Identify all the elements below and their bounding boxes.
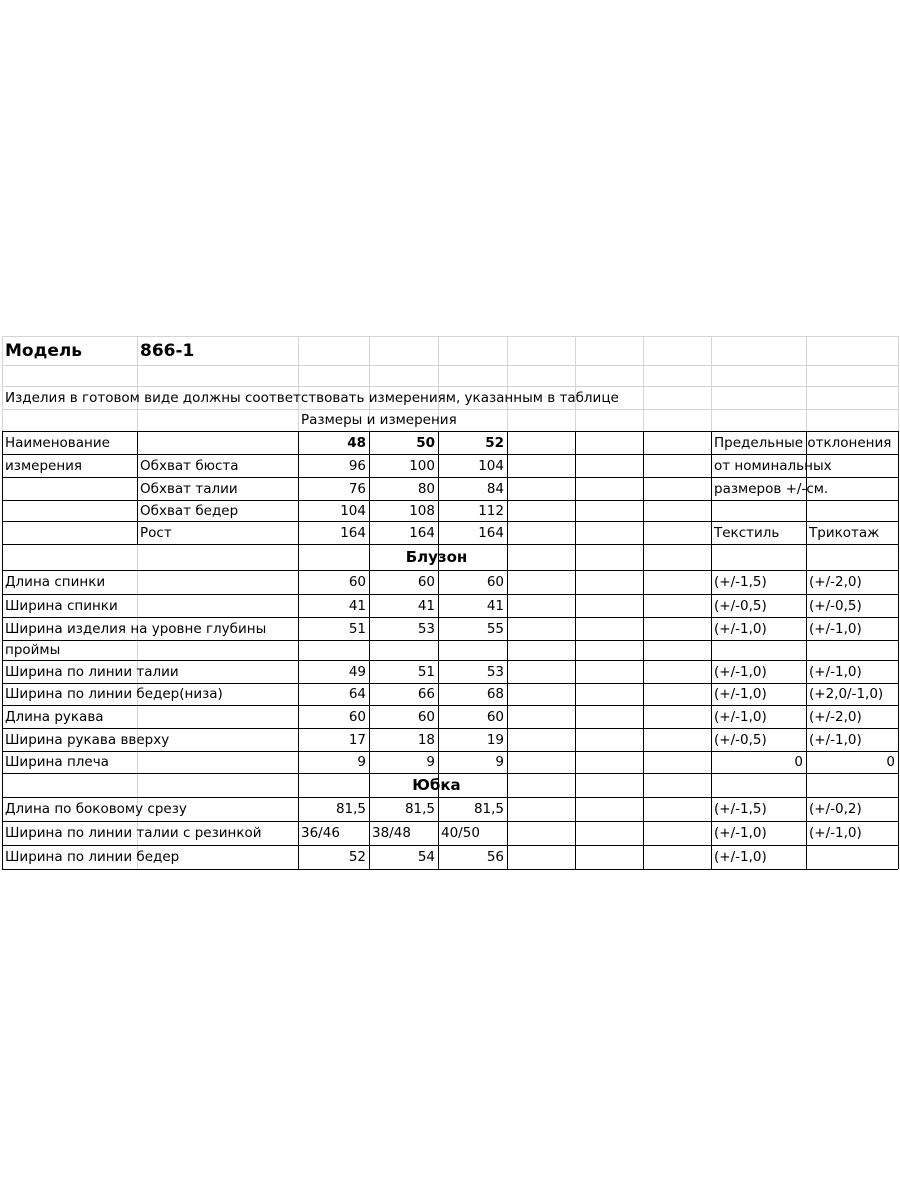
body-measure-value: 104 <box>478 457 504 474</box>
measure-label: Ширина по линии талии <box>5 663 179 680</box>
measure-label: Ширина спинки <box>5 597 118 614</box>
tolerance-knit: (+/-0,5) <box>809 597 862 614</box>
measure-value: 68 <box>486 686 504 702</box>
textile-header: Текстиль <box>714 524 780 541</box>
size-header: 52 <box>485 434 504 451</box>
measure-value: 60 <box>417 574 435 590</box>
blouse-title: Блузон <box>405 548 468 566</box>
body-measure-label: Рост <box>140 524 172 541</box>
tolerance-knit <box>806 639 898 661</box>
measure-value: 9 <box>426 754 435 770</box>
measure-value: 40/50 <box>441 825 480 841</box>
notice-text: Изделия в готовом виде должны соответствовать измерениям, указанным в таблице <box>5 389 619 406</box>
model-label: Модель <box>5 340 83 361</box>
body-measure-label: Обхват талии <box>140 480 238 497</box>
body-measure-value: 112 <box>478 502 504 519</box>
tolerance-textile: 0 <box>794 754 803 770</box>
measure-value: 41 <box>486 597 504 614</box>
measure-value <box>438 639 507 661</box>
tolerance-textile: (+/-1,0) <box>714 686 767 702</box>
body-measure-value: 104 <box>340 502 366 519</box>
grid-line <box>575 431 576 869</box>
size-header: 48 <box>347 434 366 451</box>
tolerance-textile: (+/-0,5) <box>714 597 767 614</box>
sizes-caption: Размеры и измерения <box>301 412 457 428</box>
measure-value: 36/46 <box>301 825 340 841</box>
knit-header: Трикотаж <box>809 524 880 541</box>
tolerance-knit: (+/-1,0) <box>809 663 862 680</box>
measure-label: Ширина по линии бедер(низа) <box>5 686 223 702</box>
body-measure-value: 164 <box>478 524 504 541</box>
measure-label: Ширина по линии бедер <box>5 849 180 865</box>
body-measure-value: 100 <box>409 457 435 474</box>
tolerance-textile: (+/-1,5) <box>714 574 767 590</box>
model-value: 866-1 <box>140 340 195 361</box>
tolerance-knit: 0 <box>886 754 895 770</box>
body-measure-value: 80 <box>417 480 435 497</box>
body-measure-value: 108 <box>409 502 435 519</box>
tolerance-textile: (+/-0,5) <box>714 731 767 748</box>
measure-value: 19 <box>486 731 504 748</box>
measure-label: Ширина изделия на уровне глубины <box>5 620 267 637</box>
tolerance-knit: (+/-1,0) <box>809 825 862 841</box>
measure-label: Длина рукава <box>5 708 104 725</box>
body-measure-value: 84 <box>486 480 504 497</box>
measure-value: 60 <box>486 574 504 590</box>
measure-label: проймы <box>5 642 61 658</box>
grid-line <box>2 869 898 870</box>
name-label: Наименование <box>5 434 110 451</box>
measure-label: Ширина рукава вверху <box>5 731 170 748</box>
name-label: измерения <box>5 457 83 474</box>
measure-value: 60 <box>348 574 366 590</box>
tolerance-knit: (+/-2,0) <box>809 574 862 590</box>
size-header: 50 <box>416 434 435 451</box>
measure-value: 51 <box>348 620 366 637</box>
body-measure-label: Обхват бедер <box>140 502 239 519</box>
measure-label: Ширина по линии талии с резинкой <box>5 825 262 841</box>
tolerance-textile: (+/-1,5) <box>714 801 767 817</box>
measure-value: 64 <box>348 686 366 702</box>
tolerance-label: Предельные отклонения <box>714 434 892 451</box>
body-measure-value: 164 <box>409 524 435 541</box>
measure-value: 60 <box>348 708 366 725</box>
measure-value: 9 <box>495 754 504 770</box>
body-measure-value: 96 <box>348 457 366 474</box>
measure-value: 81,5 <box>473 801 504 817</box>
measure-label: Длина спинки <box>5 574 106 590</box>
measure-value: 41 <box>348 597 366 614</box>
measure-value: 81,5 <box>404 801 435 817</box>
tolerance-knit: (+/-1,0) <box>809 620 862 637</box>
tolerance-textile: (+/-1,0) <box>714 849 767 865</box>
tolerance-textile: (+/-1,0) <box>714 708 767 725</box>
tolerance-label: размеров +/-см. <box>714 480 829 497</box>
tolerance-knit: (+/-1,0) <box>809 731 862 748</box>
measure-value: 60 <box>486 708 504 725</box>
measure-value: 53 <box>486 663 504 680</box>
body-measure-value: 164 <box>340 524 366 541</box>
skirt-title: Юбка <box>412 776 461 794</box>
tolerance-label: от номинальных <box>714 457 832 474</box>
tolerance-knit <box>806 846 898 868</box>
measure-value: 54 <box>417 849 435 865</box>
measure-value: 41 <box>417 597 435 614</box>
body-measure-value: 76 <box>348 480 366 497</box>
measure-value: 51 <box>417 663 435 680</box>
tolerance-textile: (+/-1,0) <box>714 620 767 637</box>
measure-value: 9 <box>357 754 366 770</box>
measure-value: 52 <box>348 849 366 865</box>
measure-value: 56 <box>486 849 504 865</box>
grid-line <box>643 431 644 869</box>
measure-value: 38/48 <box>372 825 411 841</box>
measure-value: 55 <box>486 620 504 637</box>
measure-value: 49 <box>348 663 366 680</box>
tolerance-textile: (+/-1,0) <box>714 825 767 841</box>
measure-label: Длина по боковому срезу <box>5 801 187 817</box>
tolerance-knit: (+/-2,0) <box>809 708 862 725</box>
measure-value: 66 <box>417 686 435 702</box>
tolerance-textile <box>711 639 806 661</box>
tolerance-textile: (+/-1,0) <box>714 663 767 680</box>
tolerance-knit: (+2,0/-1,0) <box>809 686 884 702</box>
measure-value: 18 <box>417 731 435 748</box>
measure-value: 81,5 <box>335 801 366 817</box>
measure-value <box>298 639 369 661</box>
tolerance-knit: (+/-0,2) <box>809 801 862 817</box>
measure-value: 60 <box>417 708 435 725</box>
body-measure-label: Обхват бюста <box>140 457 239 474</box>
measure-label: Ширина плеча <box>5 754 109 770</box>
measure-value: 17 <box>348 731 366 748</box>
measure-value <box>369 639 438 661</box>
measure-value: 53 <box>417 620 435 637</box>
